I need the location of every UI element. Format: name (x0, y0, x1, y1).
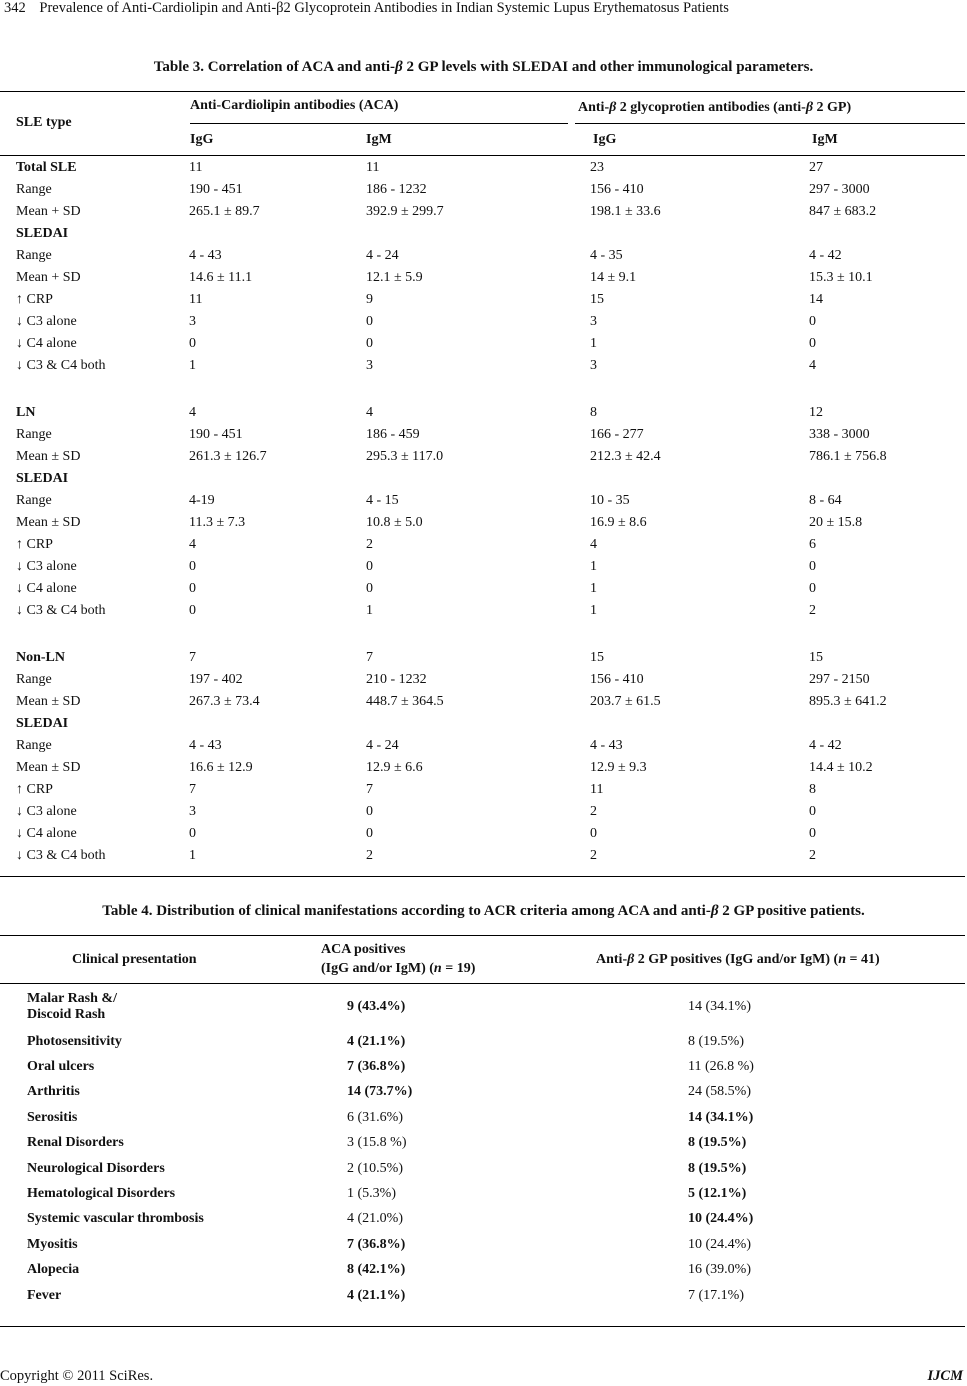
clinical-presentation-label: Hematological Disorders (27, 1186, 176, 1202)
table-cell: 210 - 1232 (366, 672, 427, 687)
b2-igm-header: IgM (812, 132, 838, 147)
table4-top-rule (0, 935, 965, 936)
b2gp-positives-value: 10 (24.4%) (688, 1211, 754, 1227)
table-cell: 448.7 ± 364.5 (366, 694, 444, 709)
table-row (0, 245, 965, 267)
table-cell (590, 223, 809, 245)
col-aca-text-end: = 19) (441, 961, 476, 976)
row-label: Range (16, 738, 52, 753)
table-cell: 186 - 1232 (366, 182, 427, 197)
table-row (0, 1181, 965, 1206)
table-cell: 4 (189, 537, 196, 552)
table-cell: 4 - 42 (809, 738, 842, 753)
table-cell: 847 ± 683.2 (809, 204, 877, 219)
table-cell: 8 (590, 405, 597, 420)
table3-caption (0, 59, 967, 76)
table-cell: 14 (809, 292, 823, 307)
table-cell: 2 (590, 848, 597, 863)
group-b2-text-mid: 2 glycoprotien antibodies (anti- (616, 100, 806, 115)
aca-positives-value: 9 (43.4%) (347, 998, 406, 1014)
table-row (0, 578, 965, 600)
table-cell: 2 (366, 537, 373, 552)
aca-positives-value: 14 (73.7%) (347, 1084, 413, 1100)
table-cell: 0 (809, 826, 816, 841)
table-cell (189, 713, 366, 735)
b2gp-positives-value: 8 (19.5%) (688, 1135, 747, 1151)
copyright-footer: Copyright © 2011 SciRes. (0, 1368, 154, 1384)
row-label: SLEDAI (16, 716, 69, 731)
aca-positives-value: 4 (21.1%) (347, 1033, 406, 1049)
table-cell: 3 (189, 314, 196, 329)
table-cell: 11 (189, 292, 203, 307)
table-cell: 338 - 3000 (809, 427, 870, 442)
col-b2-text-end: = 41) (846, 952, 880, 967)
b2gp-positives-value: 14 (34.1%) (688, 1109, 754, 1125)
clinical-presentation-label: Arthritis (27, 1084, 80, 1100)
table-cell: 1 (366, 603, 373, 618)
table-cell: 4 - 35 (590, 248, 623, 263)
group-b2-header (578, 100, 851, 116)
table-cell (366, 468, 590, 490)
table-cell: 4 - 15 (366, 493, 399, 508)
table-row (0, 1283, 965, 1308)
table-cell: 11.3 ± 7.3 (189, 515, 246, 530)
table-row (0, 691, 965, 713)
table-cell: 895.3 ± 641.2 (809, 694, 887, 709)
table-cell: 3 (189, 804, 196, 819)
clinical-presentation-label: Myositis (27, 1236, 78, 1252)
clinical-presentation-label: Serositis (27, 1109, 78, 1125)
row-label: Range (16, 182, 52, 197)
table-cell (809, 223, 965, 245)
table4-caption-text-end: 2 GP positive patients. (718, 903, 865, 919)
col-aca-text: (IgG and/or IgM) ( (321, 961, 434, 976)
table-cell: 12.9 ± 9.3 (590, 760, 647, 775)
table4-body (0, 984, 965, 1308)
table-cell: 16.9 ± 8.6 (590, 515, 647, 530)
table-cell: 186 - 459 (366, 427, 420, 442)
row-label: SLEDAI (16, 471, 69, 486)
col-b2-positives (596, 952, 880, 968)
b2gp-positives-value: 14 (34.1%) (688, 998, 751, 1014)
table-cell: 0 (809, 581, 816, 596)
aca-positives-value: 6 (31.6%) (347, 1109, 403, 1125)
row-label: ↓ C4 alone (16, 581, 77, 596)
table-cell: 197 - 402 (189, 672, 243, 687)
table3-top-rule (0, 91, 965, 92)
table-row (0, 1258, 965, 1283)
table-cell: 198.1 ± 33.6 (590, 204, 661, 219)
table-cell: 12 (809, 405, 823, 420)
b2gp-positives-value: 8 (19.5%) (688, 1160, 747, 1176)
row-label: Range (16, 672, 52, 687)
table-cell: 14 ± 9.1 (590, 270, 637, 285)
table-cell: 0 (189, 559, 196, 574)
table-cell: 0 (366, 336, 373, 351)
row-label: Non-LN (16, 650, 66, 665)
spacer-row (0, 622, 965, 647)
table-cell (366, 223, 590, 245)
table-cell: 0 (366, 826, 373, 841)
row-label: ↓ C3 & C4 both (16, 848, 106, 863)
table-cell: 265.1 ± 89.7 (189, 204, 260, 219)
col-b2-text-mid: 2 GP positives (IgG and/or IgM) ( (634, 952, 839, 967)
table-cell: 0 (366, 314, 373, 329)
row-label: LN (16, 405, 36, 420)
aca-positives-value: 8 (42.1%) (347, 1262, 406, 1278)
row-label: Range (16, 427, 52, 442)
aca-positives-value: 7 (36.8%) (347, 1236, 406, 1252)
table-row (0, 1156, 965, 1181)
table-cell: 3 (366, 358, 373, 373)
table-cell (366, 713, 590, 735)
group-b2-text: Anti- (578, 100, 610, 115)
table-cell (590, 713, 809, 735)
row-label: ↓ C4 alone (16, 336, 77, 351)
table3-caption-text-end: 2 GP levels with SLEDAI and other immunological parameters. (402, 59, 814, 75)
clinical-presentation-label: Systemic vascular thrombosis (27, 1211, 204, 1227)
clinical-presentation-label: Malar Rash &/ Discoid Rash (27, 990, 117, 1022)
aca-positives-value: 1 (5.3%) (347, 1186, 396, 1202)
b2gp-positives-value: 11 (26.8 %) (688, 1059, 754, 1075)
table-cell: 11 (189, 160, 203, 175)
table-cell: 267.3 ± 73.4 (189, 694, 260, 709)
b2gp-positives-value: 7 (17.1%) (688, 1287, 744, 1303)
page-number: 342 (4, 0, 26, 16)
table3-bottom-rule (0, 876, 965, 877)
row-label: ↓ C3 alone (16, 559, 77, 574)
table-row (0, 669, 965, 691)
table-cell (189, 468, 366, 490)
table-row (0, 267, 965, 289)
aca-group-rule (190, 123, 568, 124)
table-cell: 15 (590, 650, 604, 665)
group-aca-header: Anti-Cardiolipin antibodies (ACA) (190, 98, 399, 113)
table-row (0, 600, 965, 622)
table-row (0, 984, 965, 1029)
table-row (0, 1105, 965, 1130)
aca-positives-value: 4 (21.1%) (347, 1287, 406, 1303)
n-symbol: n (433, 961, 442, 976)
table4-caption-text: Table 4. Distribution of clinical manifestations according to ACR criteria among ACA and anti- (102, 903, 711, 919)
b2-group-rule (575, 123, 965, 124)
table-cell: 1 (189, 358, 196, 373)
table-cell: 156 - 410 (590, 672, 644, 687)
row-label: SLEDAI (16, 226, 69, 241)
table-cell: 4 - 43 (189, 738, 222, 753)
clinical-presentation-label: Alopecia (27, 1262, 80, 1278)
beta-symbol: β (627, 952, 635, 967)
table-row (0, 647, 965, 669)
table-cell: 16.6 ± 12.9 (189, 760, 253, 775)
n-symbol: n (838, 952, 847, 967)
row-label: Mean ± SD (16, 760, 81, 775)
table-cell: 1 (590, 336, 597, 351)
table-row (0, 735, 965, 757)
table-cell: 7 (366, 650, 373, 665)
table-cell: 14.6 ± 11.1 (189, 270, 253, 285)
table-cell (189, 223, 366, 245)
col-sle-type: SLE type (16, 115, 72, 130)
row-label: Total SLE (16, 160, 77, 175)
table-row (0, 355, 965, 377)
col-aca-positives-line2 (321, 961, 475, 977)
table3-body (0, 157, 965, 867)
table-cell: 15.3 ± 10.1 (809, 270, 873, 285)
table-cell: 190 - 451 (189, 182, 243, 197)
beta-symbol: β (805, 100, 813, 115)
table-row (0, 157, 965, 179)
table-cell: 4 (809, 358, 816, 373)
table-cell: 4 (189, 405, 196, 420)
table-cell: 0 (189, 336, 196, 351)
table-row (0, 779, 965, 801)
table-row (0, 845, 965, 867)
beta-symbol: β (609, 100, 617, 115)
row-label: Range (16, 248, 52, 263)
table-cell: 297 - 3000 (809, 182, 870, 197)
table-row (0, 534, 965, 556)
group-b2-text-end: 2 GP) (813, 100, 852, 115)
table-cell: 1 (590, 581, 597, 596)
table-row (0, 1054, 965, 1079)
clinical-presentation-label: Neurological Disorders (27, 1160, 165, 1176)
table-cell: 4 - 42 (809, 248, 842, 263)
table-cell (590, 468, 809, 490)
table-cell: 0 (189, 603, 196, 618)
table-row (0, 556, 965, 578)
table-cell: 4 - 24 (366, 738, 399, 753)
table-cell: 0 (809, 559, 816, 574)
col-b2-text: Anti- (596, 952, 628, 967)
table-cell: 4 (590, 537, 597, 552)
clinical-presentation-label: Fever (27, 1287, 62, 1303)
table3-caption-text: Table 3. Correlation of ACA and anti- (153, 59, 396, 75)
table-row (0, 223, 965, 245)
table-cell: 156 - 410 (590, 182, 644, 197)
table-cell: 4 - 24 (366, 248, 399, 263)
table-cell: 203.7 ± 61.5 (590, 694, 661, 709)
table-row (0, 1232, 965, 1257)
running-title: Prevalence of Anti-Cardiolipin and Anti-β2 Glycoprotein Antibodies in Indian Systemic Lupus Erythematosus Patients (39, 0, 729, 16)
aca-positives-value: 7 (36.8%) (347, 1059, 406, 1075)
table-cell: 295.3 ± 117.0 (366, 449, 444, 464)
table-row (0, 446, 965, 468)
table-row (0, 333, 965, 355)
aca-positives-value: 3 (15.8 %) (347, 1135, 407, 1151)
table-row (0, 179, 965, 201)
table-cell: 6 (809, 537, 816, 552)
b2gp-positives-value: 10 (24.4%) (688, 1236, 751, 1252)
row-label: ↓ C3 alone (16, 804, 77, 819)
row-label: ↓ C3 alone (16, 314, 77, 329)
table-cell: 2 (809, 848, 816, 863)
table-cell (809, 713, 965, 735)
beta-symbol: β (395, 59, 403, 75)
aca-igg-header: IgG (190, 132, 214, 147)
col-aca-positives-line1: ACA positives (321, 942, 406, 957)
table-cell: 11 (366, 160, 380, 175)
row-label: ↑ CRP (16, 782, 53, 797)
spacer-row (0, 377, 965, 402)
table4-bottom-rule (0, 1326, 965, 1327)
table-cell: 15 (590, 292, 604, 307)
table-cell: 7 (366, 782, 373, 797)
table-cell: 2 (366, 848, 373, 863)
table4-caption (0, 903, 967, 920)
row-label: Mean ± SD (16, 694, 81, 709)
table-cell: 12.9 ± 6.6 (366, 760, 423, 775)
table-row (0, 289, 965, 311)
beta-symbol: β (710, 903, 719, 919)
table-row (0, 468, 965, 490)
aca-positives-value: 4 (21.0%) (347, 1211, 403, 1227)
table-cell: 4 (366, 405, 373, 420)
table-cell: 1 (590, 603, 597, 618)
table-cell: 7 (189, 782, 196, 797)
table-row (0, 1029, 965, 1054)
table-cell: 0 (809, 336, 816, 351)
col-clinical-presentation: Clinical presentation (72, 952, 197, 967)
table-cell: 2 (809, 603, 816, 618)
table-row (0, 1131, 965, 1156)
table-cell: 11 (590, 782, 604, 797)
table-cell: 27 (809, 160, 823, 175)
aca-positives-value: 2 (10.5%) (347, 1160, 403, 1176)
table-cell: 0 (809, 314, 816, 329)
table-cell: 10 - 35 (590, 493, 630, 508)
row-label: ↑ CRP (16, 292, 53, 307)
table-cell: 786.1 ± 756.8 (809, 449, 887, 464)
row-label: Mean + SD (16, 270, 81, 285)
table-cell: 3 (590, 358, 597, 373)
table-row (0, 713, 965, 735)
table-cell: 166 - 277 (590, 427, 644, 442)
table-cell: 23 (590, 160, 604, 175)
table-cell: 20 ± 15.8 (809, 515, 863, 530)
table-cell: 1 (590, 559, 597, 574)
clinical-presentation-label: Renal Disorders (27, 1135, 124, 1151)
table-row (0, 201, 965, 223)
spacer-cell (0, 622, 965, 647)
spacer-cell (0, 377, 965, 402)
table-cell: 190 - 451 (189, 427, 243, 442)
table-cell: 14.4 ± 10.2 (809, 760, 873, 775)
table-cell: 10.8 ± 5.0 (366, 515, 423, 530)
row-label: ↓ C3 & C4 both (16, 603, 106, 618)
table-row (0, 757, 965, 779)
table-row (0, 512, 965, 534)
row-label: Mean ± SD (16, 515, 81, 530)
table-cell: 212.3 ± 42.4 (590, 449, 661, 464)
table-row (0, 801, 965, 823)
table-cell (809, 468, 965, 490)
table-row (0, 1207, 965, 1232)
table-cell: 2 (590, 804, 597, 819)
table-cell: 0 (809, 804, 816, 819)
table-cell: 0 (189, 826, 196, 841)
table-row (0, 402, 965, 424)
row-label: Mean ± SD (16, 449, 81, 464)
table-cell: 7 (189, 650, 196, 665)
journal-abbrev-footer: IJCM (927, 1368, 963, 1384)
table-cell: 0 (189, 581, 196, 596)
clinical-presentation-label: Photosensitivity (27, 1033, 122, 1049)
table-cell: 3 (590, 314, 597, 329)
row-label: ↑ CRP (16, 537, 53, 552)
table-row (0, 490, 965, 512)
table-cell: 0 (590, 826, 597, 841)
table-cell: 4 - 43 (590, 738, 623, 753)
table-cell: 12.1 ± 5.9 (366, 270, 423, 285)
row-label: ↓ C4 alone (16, 826, 77, 841)
table-row (0, 311, 965, 333)
table-cell: 392.9 ± 299.7 (366, 204, 444, 219)
table-cell: 297 - 2150 (809, 672, 870, 687)
table-cell: 15 (809, 650, 823, 665)
b2gp-positives-value: 16 (39.0%) (688, 1262, 751, 1278)
table-cell: 8 (809, 782, 816, 797)
running-header (4, 0, 964, 20)
table-row (0, 823, 965, 845)
table-row (0, 424, 965, 446)
b2gp-positives-value: 5 (12.1%) (688, 1186, 747, 1202)
table-cell: 0 (366, 804, 373, 819)
table-cell: 0 (366, 559, 373, 574)
b2-igg-header: IgG (593, 132, 617, 147)
table-cell: 4-19 (189, 493, 215, 508)
b2gp-positives-value: 8 (19.5%) (688, 1033, 744, 1049)
row-label: ↓ C3 & C4 both (16, 358, 106, 373)
table-cell: 8 - 64 (809, 493, 842, 508)
table-cell: 1 (189, 848, 196, 863)
table-cell: 261.3 ± 126.7 (189, 449, 267, 464)
table-cell: 9 (366, 292, 373, 307)
row-label: Range (16, 493, 52, 508)
table-cell: 0 (366, 581, 373, 596)
aca-igm-header: IgM (366, 132, 392, 147)
row-label: Mean + SD (16, 204, 81, 219)
table3-header-bottom-rule (0, 155, 965, 156)
table-row (0, 1080, 965, 1105)
clinical-presentation-label: Oral ulcers (27, 1059, 95, 1075)
b2gp-positives-value: 24 (58.5%) (688, 1084, 751, 1100)
table-cell: 4 - 43 (189, 248, 222, 263)
